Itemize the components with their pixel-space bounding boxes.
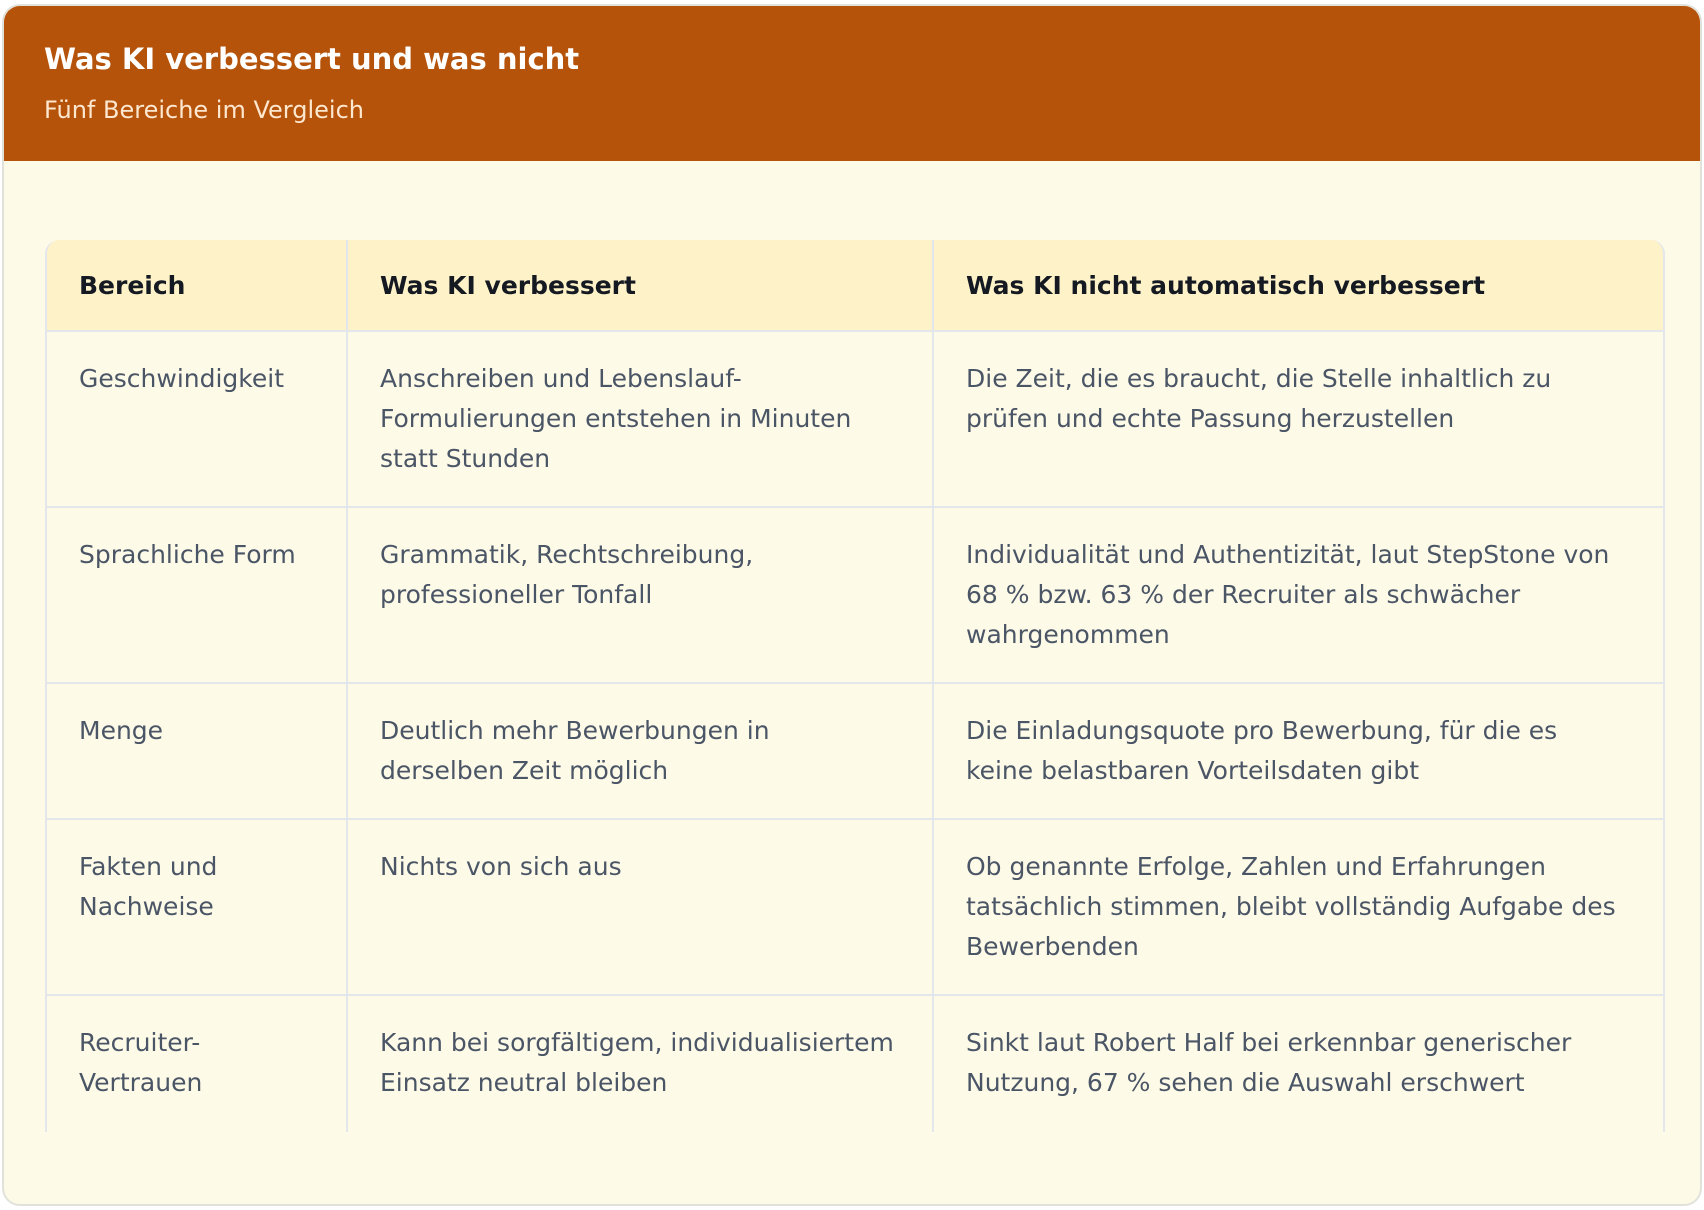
table-row — [47, 331, 1663, 507]
column-header-verbessert: Was KI verbessert — [347, 240, 933, 331]
cell-verbessert: Kann bei sorgfältigem, individualisiertem Einsatz neutral bleiben — [347, 995, 933, 1132]
cell-nicht-verbessert: Sinkt laut Robert Half bei erkennbar generischer Nutzung, 67 % sehen die Auswahl erschwert — [933, 995, 1663, 1132]
cell-nicht-verbessert: Individualität und Authentizität, laut StepStone von 68 % bzw. 63 % der Recruiter als schwächer wahrgenommen — [933, 507, 1663, 683]
card-title: Was KI verbessert und was nicht — [44, 42, 580, 76]
table-header-row — [47, 240, 1663, 331]
cell-nicht-verbessert: Die Einladungsquote pro Bewerbung, für die es keine belastbaren Vorteilsdaten gibt — [933, 683, 1663, 819]
card-subtitle: Fünf Bereiche im Vergleich — [44, 96, 364, 124]
comparison-card — [2, 4, 1702, 1206]
cell-nicht-verbessert: Ob genannte Erfolge, Zahlen und Erfahrungen tatsächlich stimmen, bleibt vollständig Aufgabe des Bewerbenden — [933, 819, 1663, 995]
cell-verbessert: Deutlich mehr Bewerbungen in derselben Zeit möglich — [347, 683, 933, 819]
column-header-bereich: Bereich — [47, 240, 347, 331]
cell-bereich: Fakten und Nachweise — [47, 819, 347, 995]
comparison-table-container — [45, 240, 1665, 1132]
cell-bereich: Menge — [47, 683, 347, 819]
cell-bereich: Recruiter-Vertrauen — [79, 1028, 203, 1097]
cell-bereich: Geschwindigkeit — [47, 331, 347, 507]
comparison-table — [47, 240, 1663, 1132]
table-row — [47, 995, 1663, 1132]
card-header — [4, 6, 1700, 161]
cell-bereich: Sprachliche Form — [47, 507, 347, 683]
table-row — [47, 683, 1663, 819]
table-row — [47, 819, 1663, 995]
cell-verbessert: Grammatik, Rechtschreibung, professioneller Tonfall — [347, 507, 933, 683]
column-header-nicht-verbessert: Was KI nicht automatisch verbessert — [933, 240, 1663, 331]
cell-nicht-verbessert: Die Zeit, die es braucht, die Stelle inhaltlich zu prüfen und echte Passung herzustellen — [933, 331, 1663, 507]
cell-verbessert: Anschreiben und Lebenslauf-Formulierungen entstehen in Minuten statt Stunden — [347, 331, 933, 507]
table-row — [47, 507, 1663, 683]
cell-verbessert: Nichts von sich aus — [347, 819, 933, 995]
